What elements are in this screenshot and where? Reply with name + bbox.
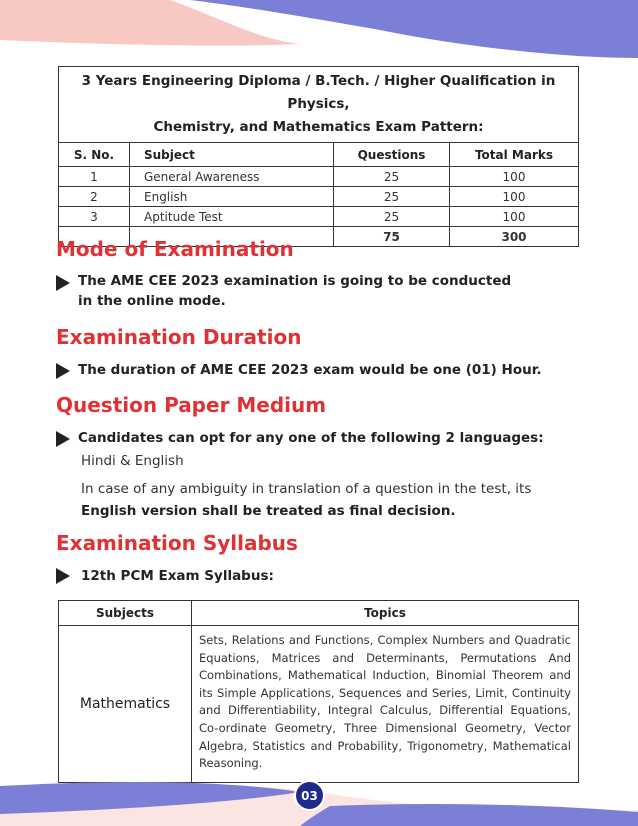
mode-heading: Mode of Examination (56, 237, 294, 261)
medium-note-line-1: In case of any ambiguity in translation of a question in the test, its (81, 481, 532, 497)
cell-sno: 3 (59, 207, 130, 227)
col-header-topics: Topics (192, 601, 579, 626)
cell-subject: Mathematics (59, 626, 192, 783)
syllabus-heading: Examination Syllabus (56, 531, 298, 555)
col-header-subjects: Subjects (59, 601, 192, 626)
cell-marks: 100 (450, 187, 579, 207)
exam-pattern-caption (59, 67, 579, 143)
medium-note-line-2: English version shall be treated as final decision. (81, 503, 456, 519)
triangle-bullet-icon (56, 363, 70, 379)
mode-line-1: The AME CEE 2023 examination is going to be conducted (78, 273, 512, 289)
cell-topics: Sets, Relations and Functions, Complex Numbers and Quadratic Equations, Matrices and Determinants, Permutations And Combinations, Mathematical Induction, Binomial Theorem and its Simple Applications, Sequences and Series, Limit, Continuity and Differentiability, Integral Calculus, Differential Equations, Co-ordinate Geometry, Three Dimensional Geometry, Vector Algebra, Statistics and Probability, Trigonometry, Mathematical Reasoning. (192, 626, 579, 783)
cell-subject: General Awareness (130, 167, 334, 187)
cell-sno: 2 (59, 187, 130, 207)
col-header-questions: Questions (334, 143, 450, 167)
col-header-total-marks: Total Marks (450, 143, 579, 167)
cell-subject: English (130, 187, 334, 207)
duration-heading: Examination Duration (56, 325, 302, 349)
exam-pattern-caption-line1: 3 Years Engineering Diploma / B.Tech. / Higher Qualification in Physics, (81, 73, 556, 112)
syllabus-subheading: 12th PCM Exam Syllabus: (81, 568, 274, 584)
mode-line-2: in the online mode. (78, 293, 226, 309)
triangle-bullet-icon (56, 275, 70, 291)
cell-questions: 25 (334, 207, 450, 227)
medium-languages: Hindi & English (81, 453, 184, 469)
cell-sno: 1 (59, 167, 130, 187)
exam-pattern-header-row (59, 143, 579, 167)
exam-pattern-caption-line2: Chemistry, and Mathematics Exam Pattern: (153, 119, 484, 135)
col-header-subject: Subject (130, 143, 334, 167)
syllabus-header-row (59, 601, 579, 626)
medium-line: Candidates can opt for any one of the following 2 languages: (78, 430, 544, 446)
table-row (59, 187, 579, 207)
table-row (59, 207, 579, 227)
cell-marks: 100 (450, 167, 579, 187)
cell-total-marks: 300 (450, 227, 579, 247)
cell-total-questions: 75 (334, 227, 450, 247)
medium-heading: Question Paper Medium (56, 393, 327, 417)
header-wave-decoration (0, 0, 638, 60)
triangle-bullet-icon (56, 431, 70, 447)
col-header-sno: S. No. (59, 143, 130, 167)
cell-marks: 100 (450, 207, 579, 227)
cell-questions: 25 (334, 167, 450, 187)
exam-pattern-table (58, 66, 579, 247)
duration-line: The duration of AME CEE 2023 exam would be one (01) Hour. (78, 362, 542, 378)
page-number-badge: 03 (294, 780, 325, 811)
table-row (59, 167, 579, 187)
syllabus-table (58, 600, 579, 783)
cell-subject: Aptitude Test (130, 207, 334, 227)
triangle-bullet-icon (56, 568, 70, 584)
cell-questions: 25 (334, 187, 450, 207)
table-row (59, 626, 579, 783)
